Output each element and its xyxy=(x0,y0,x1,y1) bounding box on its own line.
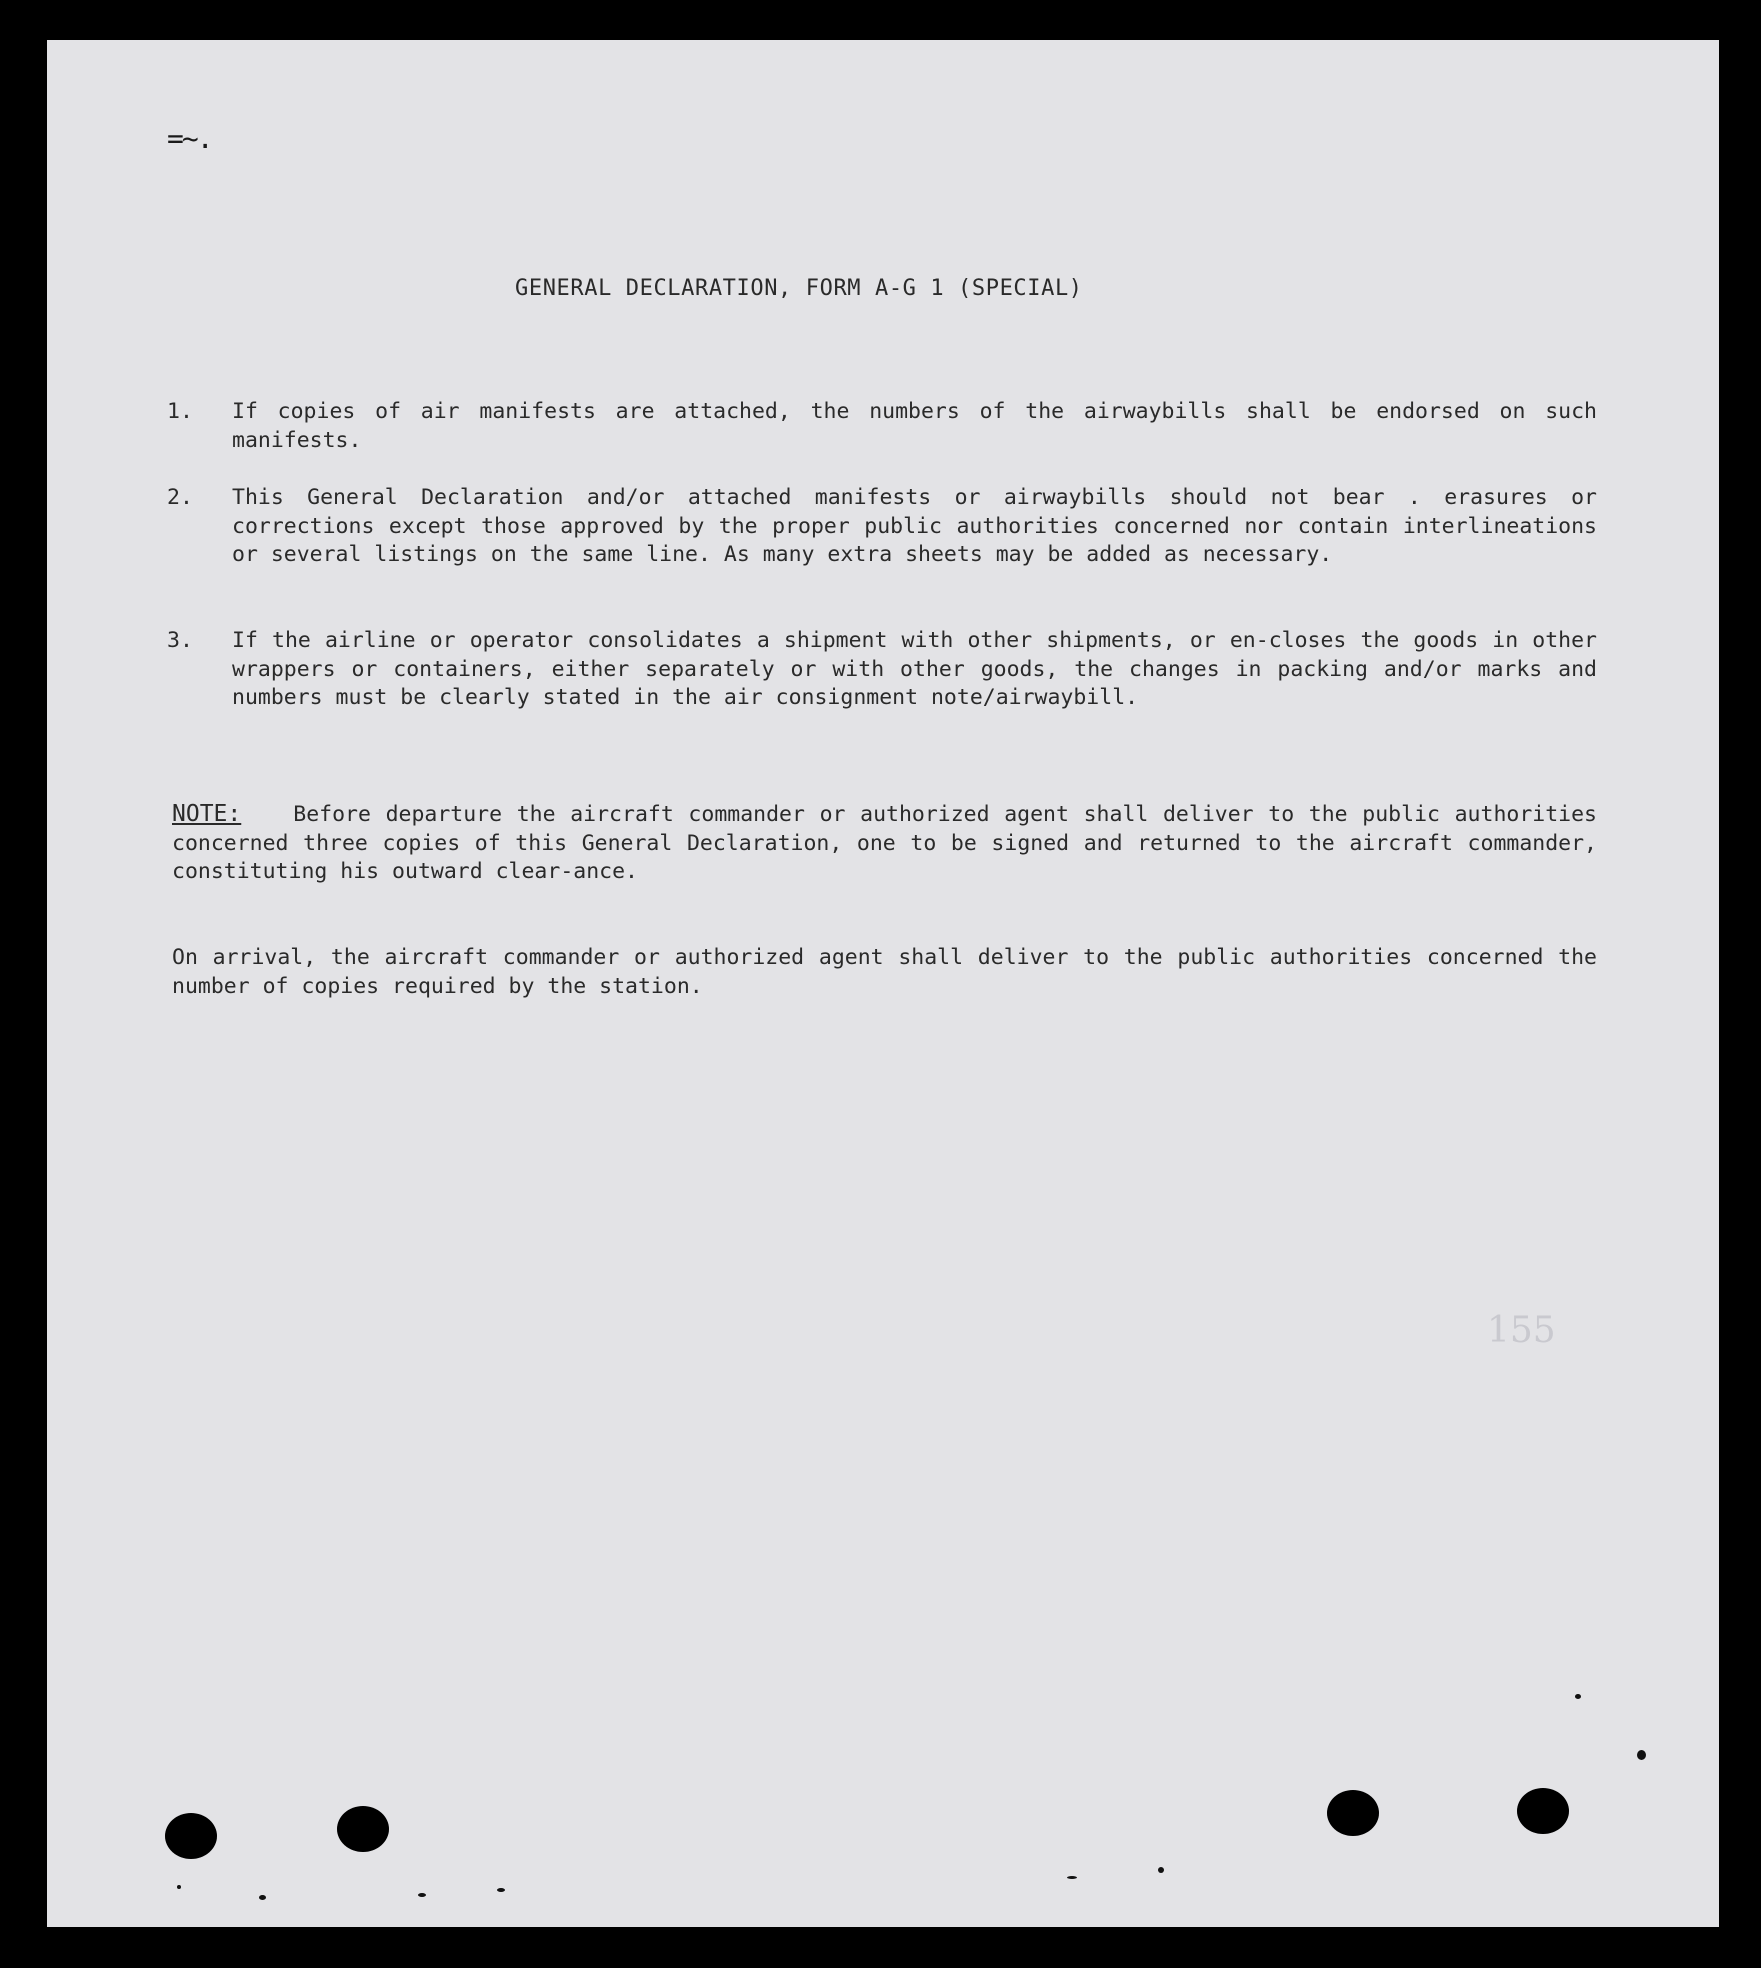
list-item-1 xyxy=(167,398,1597,455)
item-text: This General Declaration and/or attached manifests or airwaybills should not bear . erasures or corrections except those approved by the proper public authorities concerned nor contain interlineations or several listings on the same line. As many extra sheets may be added as necessary. xyxy=(232,485,1597,567)
speck xyxy=(1067,1876,1077,1879)
speck xyxy=(1637,1750,1646,1760)
punch-hole xyxy=(1327,1790,1379,1836)
document-page xyxy=(47,40,1719,1927)
page-title: GENERAL DECLARATION, FORM A-G 1 (SPECIAL) xyxy=(515,276,1083,301)
punch-hole xyxy=(1517,1788,1569,1834)
list-item-2 xyxy=(167,484,1597,570)
note-label: NOTE: xyxy=(172,801,242,827)
note-text: Before departure the aircraft commander or authorized agent shall deliver to the public authorities concerned three copies of this General Declaration, one to be signed and returned to the aircraft commander, constituting his outward clear-ance. xyxy=(172,802,1597,884)
speck xyxy=(1575,1694,1581,1699)
item-text: If copies of air manifests are attached, the numbers of the airwaybills shall be endorsed on such manifests. xyxy=(232,399,1597,453)
item-number: 1. xyxy=(167,399,193,424)
list-item-3 xyxy=(167,627,1597,713)
faint-page-number: 155 xyxy=(1487,1310,1556,1351)
note-paragraph xyxy=(172,800,1597,887)
punch-hole xyxy=(165,1813,217,1859)
item-number: 2. xyxy=(167,485,193,510)
speck xyxy=(1158,1867,1164,1873)
speck xyxy=(177,1885,181,1889)
punch-hole xyxy=(337,1806,389,1852)
corner-mark: =~. xyxy=(167,122,212,155)
speck xyxy=(497,1888,505,1892)
speck xyxy=(418,1893,426,1897)
item-number: 3. xyxy=(167,628,193,653)
item-text: If the airline or operator consolidates a shipment with other shipments, or en-closes the goods in other wrappers or containers, either separately or with other goods, the changes in packing and/or marks and numbers must be clearly stated in the air consignment note/airwaybill. xyxy=(232,628,1597,710)
arrival-paragraph: On arrival, the aircraft commander or authorized agent shall deliver to the public authorities concerned the number of copies required by the station. xyxy=(172,945,1597,999)
speck xyxy=(259,1895,266,1900)
